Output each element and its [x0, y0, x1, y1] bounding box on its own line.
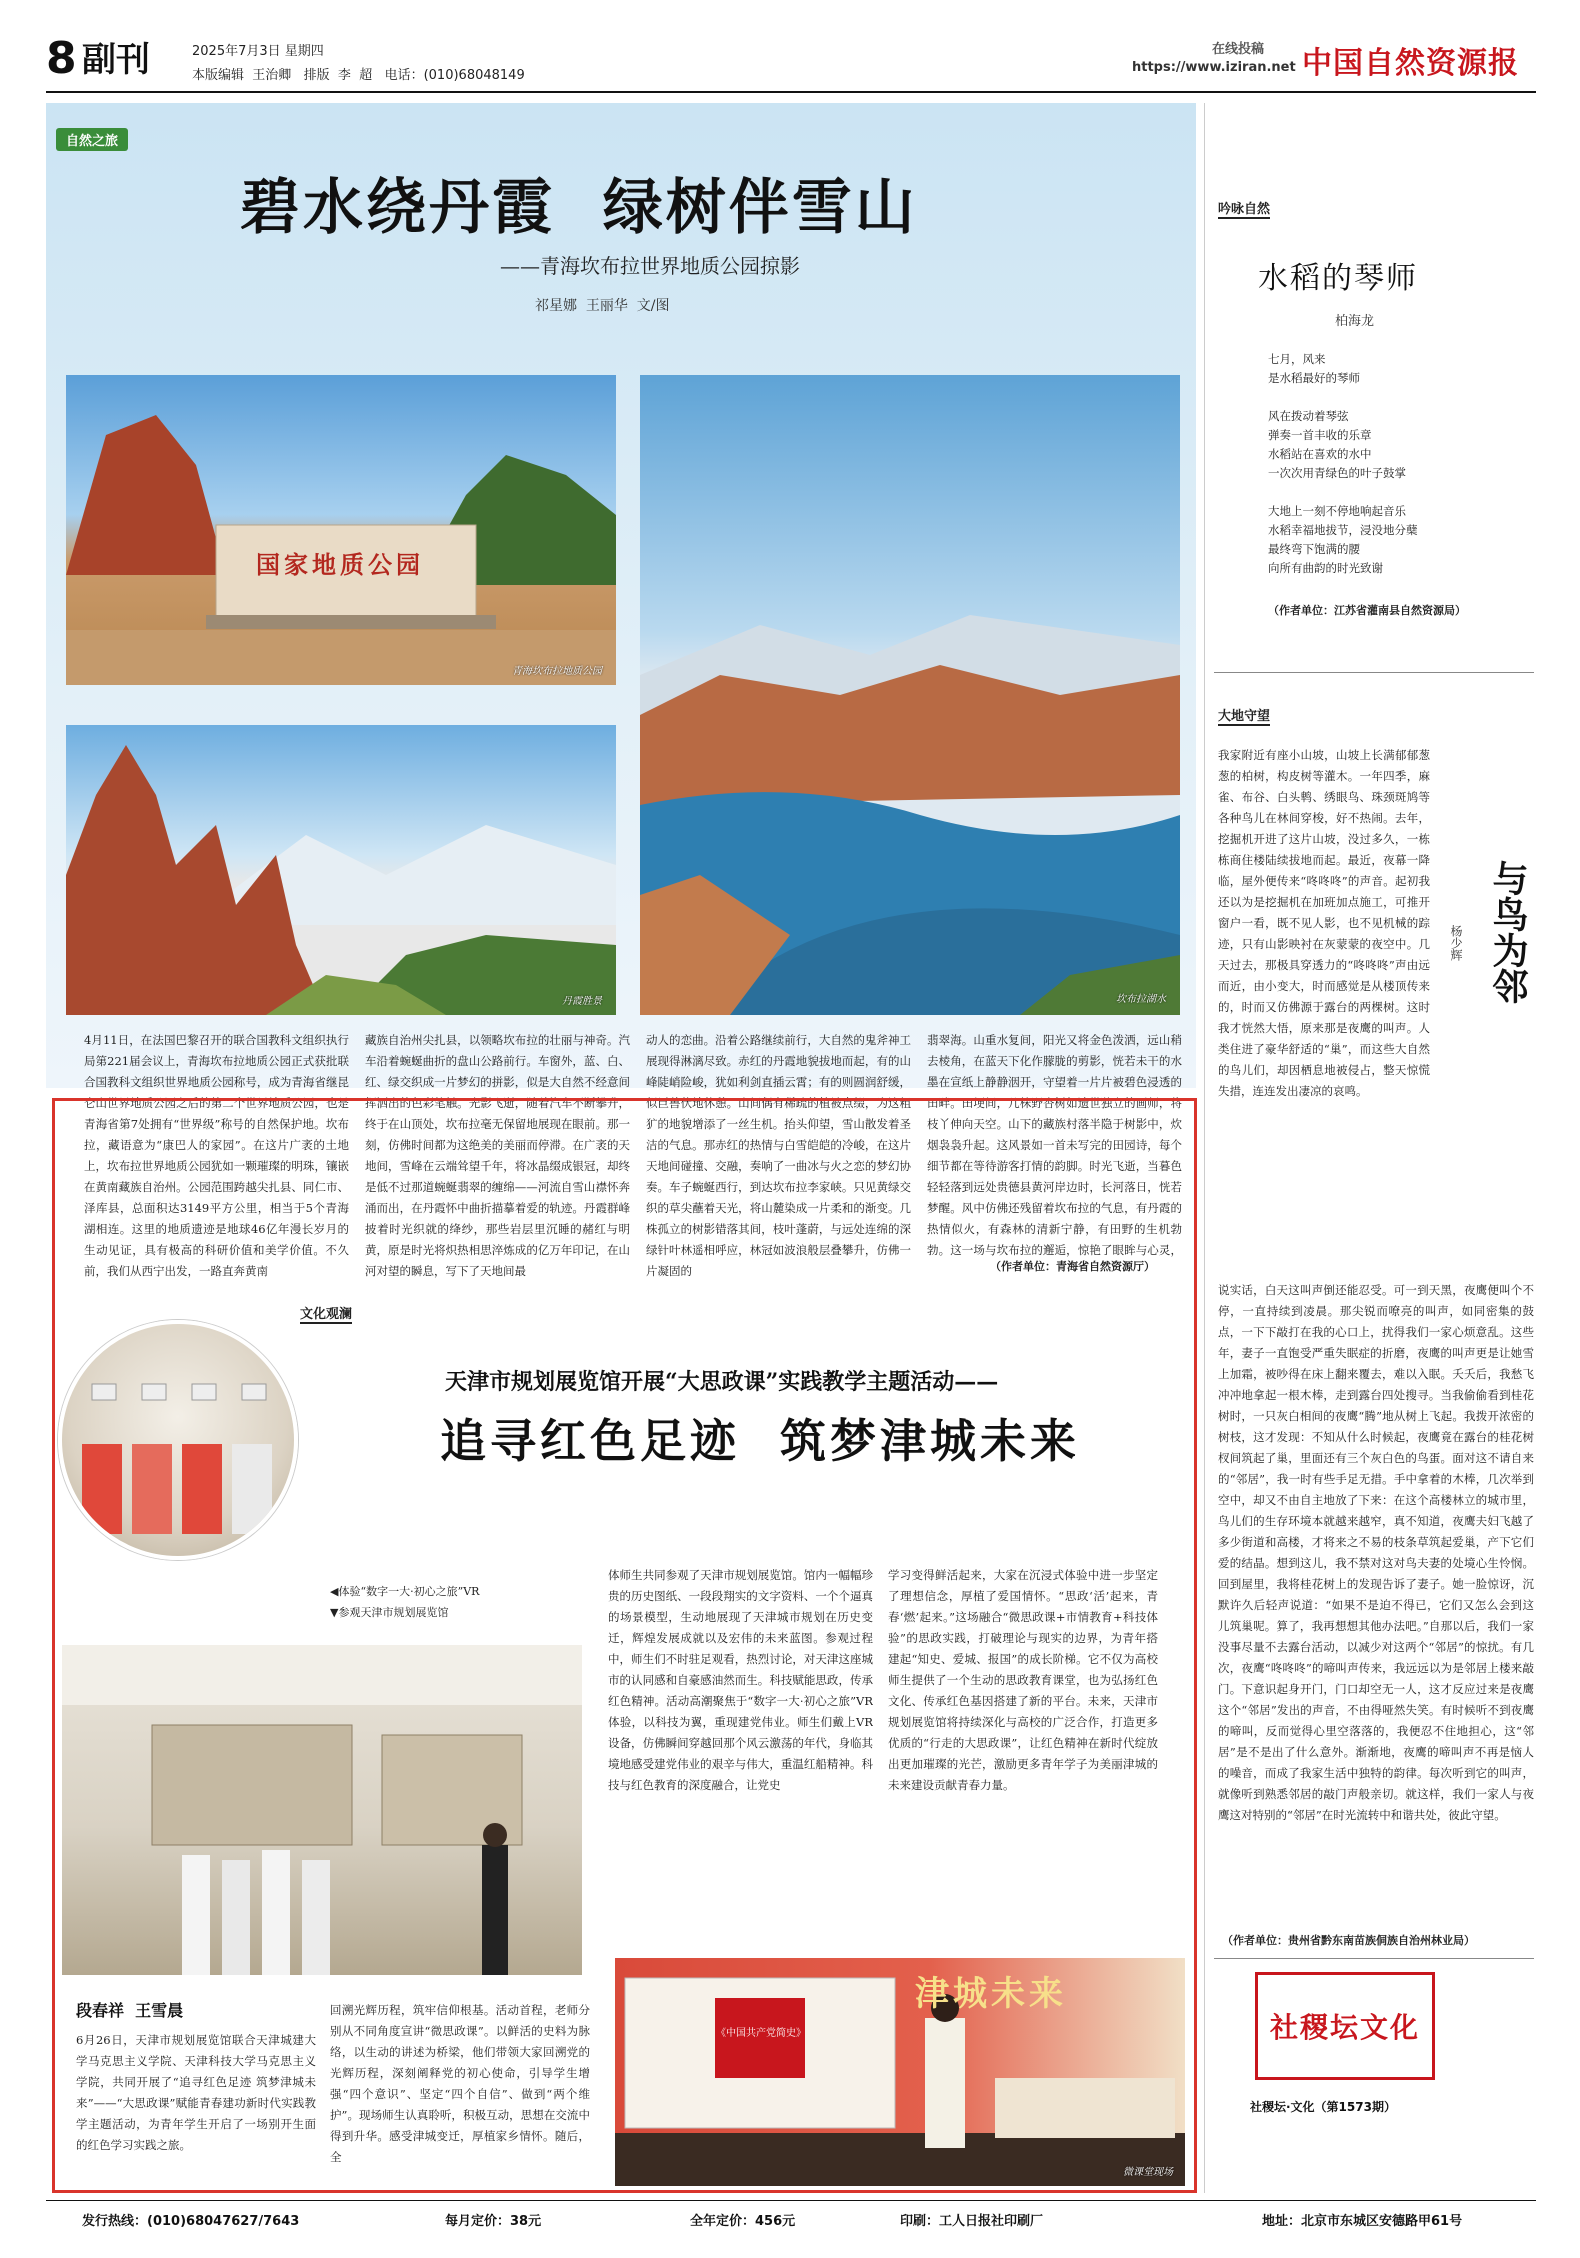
- photo-caption-1: 青海坎布拉地质公园: [512, 666, 602, 677]
- poem-line: 水稻站在喜欢的水中: [1268, 447, 1372, 461]
- photo-lake: [640, 375, 1180, 1015]
- poem-line: 大地上一刻不停地响起音乐: [1268, 504, 1406, 518]
- page-header: [46, 34, 1536, 90]
- poem-spacer: [1268, 388, 1518, 407]
- page-number: 8: [46, 33, 77, 84]
- editor-info: 本版编辑 王治卿 排版 李 超 电话：(010)68048149: [192, 68, 525, 83]
- exhibition-scene-svg: [62, 1645, 582, 1975]
- poem-line: 七月，风来: [1268, 352, 1326, 366]
- footer-printer: 印刷：工人日报社印刷厂: [900, 2214, 1044, 2229]
- culture-title: 追寻红色足迹 筑梦津城未来: [440, 1414, 1081, 1468]
- culture-kicker: 天津市规划展览馆开展“大思政课”实践教学主题活动——: [445, 1369, 999, 1395]
- culture-col-2b: 回溯光辉历程，筑牢信仰根基。活动首程，老师分别从不同角度宣讲“微思政课”。以鲜活的史料为脉络，以生动的讲述为桥梁，他们带领大家回溯党的光辉历程，深刻阐释党的初心使命，引导学生增强“四个意识”、坚定“四个自信”、做到“两个维护”。现场师生认真聆听，积极互动，思想在交流中得到升华。感受津城变迁，厚植家乡情怀。随后，全: [330, 2003, 590, 2164]
- photo-lecture: [615, 1958, 1185, 2186]
- culture-col-3: 学习变得鲜活起来，大家在沉浸式体验中进一步坚定了理想信念，厚植了爱国情怀。“思政‘活’起来，青春‘燃’起来。”这场融合“微思政课+市情教育+科技体验”的思政实践，打破理论与现实的边界，为青年搭建起“知史、爱城、报国”的成长阶梯。它不仅为高校师生提供了一个生动的思政教育课堂，也为弘扬红色文化、传承红色基因搭建了新的平台。未来，天津市规划展览馆将持续深化与高校的广泛合作，打造更多优质的“行走的大思政课”，让红色精神在新时代绽放出更加璀璨的光芒，激励更多青年学子为美丽津城的未来建设贡献青春力量。: [888, 1568, 1158, 1792]
- masthead: 中国自然资源报: [1302, 46, 1519, 81]
- stele-scene-svg: [66, 375, 616, 685]
- seal-caption: 社稷坛·文化（第1573期）: [1250, 2100, 1396, 2114]
- photo-caption-2: 丹霞胜景: [562, 996, 602, 1007]
- seal-chars: 社稷坛文化: [1269, 2011, 1420, 2044]
- photo-danxia: [66, 725, 616, 1015]
- lecture-screen-text: 《中国共产党简史》: [716, 2028, 806, 2039]
- culture-byline: 段春祥 王雪晨: [76, 2001, 184, 2020]
- lecture-scene-svg: [615, 1958, 1185, 2186]
- poem-divider: [1214, 672, 1534, 673]
- lecture-banner-text: 津城未来: [915, 1974, 1067, 2014]
- nature-col-1: 4月11日，在法国巴黎召开的联合国教科文组织执行局第221届会议上，青海坎布拉地质公园正式获批联合国教科文组织世界地质公园称号，成为青海省继昆仑山世界地质公园之后的第二个世界地质公园，也是青海省第7处拥有“世界级”称号的自然保护地。坎布拉，藏语意为“康巴人的家园”。在这片广袤的土地上，坎布拉世界地质公园犹如一颗璀璨的明珠，镶嵌在黄南藏族自治州。公园范围跨越尖扎县、同仁市、泽库县，总面积达3149平方公里，相当于5个青海湖相连。这里的地质遗迹是地球46亿年漫长岁月的生动见证，具有极高的科研价值和美学价值。不久前，我们从西宁出发，一路直奔黄南: [84, 1033, 349, 1278]
- essay-divider: [1214, 1958, 1534, 1959]
- poem-body: [1268, 350, 1518, 578]
- essay-text-full: 说实话，白天这叫声倒还能忍受。可一到天黑，夜鹰便叫个不停，一直持续到凌晨。那尖锐而嘹亮的叫声，如同密集的鼓点，一下下敲打在我的心口上，扰得我们一家心烦意乱。这些年，妻子一直饱受严重失眠症的折磨，夜鹰的叫声更是让她雪上加霜，被吵得在床上翻来覆去，难以入眠。夭夭后，我愁飞冲冲地拿起一根木棒，走到露台四处搜寻。当我偷偷看到桂花树时，一只灰白相间的夜鹰“腾”地从树上飞起。我拨开浓密的树枝，这才发现：不知从什么时候起，夜鹰竟在露台的桂花树杈间筑起了巢，里面还有三个灰白色的鸟蛋。面对这不请自来的“邻居”，我一时有些手足无措。手中拿着的木棒，几次举到空中，却又不由自主地放了下来：在这个高楼林立的城市里，鸟儿们的生存环境本就越来越窄，真不知道，夜鹰夫妇飞越了多少街道和高楼，才将来之不易的枝条草筑起爱巢，产下它们爱的结晶。想到这儿，我不禁对这对鸟夫妻的处境心生怜悯。回到屋里，我将桂花树上的发现告诉了妻子。她一脸惊讶，沉默许久后轻声说道：“如果不是迫不得已，它们又怎么会到这儿筑巢呢。算了，我再想想其他办法吧。”自那以后，我们一家没事尽量不去露台活动，以减少对这两个“邻居”的惊扰。有几次，夜鹰“咚咚咚”的啼叫声传来，我远远以为是邻居上楼来敲门。下意识起身开门，门口却空无一人，这才反应过来是夜鹰这个“邻居”发出的声音，不由得哑然失笑。有时候听不到夜鹰的啼叫，反而觉得心里空落落的，我便忍不住地担心，这“邻居”是不是出了什么意外。渐渐地，夜鹰的啼叫声不再是恼人的噪音，而成了我家生活中独特的韵律。每次听到它的叫声，就像听到熟悉邻居的敲门声般亲切。就这样，我们一家人与夜鹰这对特别的“邻居”在时光流转中和谐共处，彼此守望。: [1218, 1283, 1534, 1822]
- photo-vr-circle: [58, 1320, 298, 1560]
- culture-col-1: 6月26日，天津市规划展览馆联合天津城建大学马克思主义学院、天津科技大学马克思主义学院，共同开展了“追寻红色足迹 筑梦津城未来”——“大思政课”赋能青春建功新时代实践教学主题活动，为青年学生开启了一场别开生面的红色学习实践之旅。: [76, 2033, 316, 2152]
- lake-scene-svg: [640, 375, 1180, 1015]
- footer-rule: [46, 2200, 1536, 2201]
- footer-monthly-price: 每月定价：38元: [445, 2214, 542, 2229]
- nature-col-2: 藏族自治州尖扎县，以领略坎布拉的壮丽与神奇。汽车沿着蜿蜒曲折的盘山公路前行。车窗外，蓝、白、红、绿交织成一片梦幻的拼影，似是大自然不经意间挥洒出的色彩笔触。光影飞逝，随着汽车不断攀升，终于在山顶处，坎布拉毫无保留地展现在眼前。那一刻，仿佛时间都为这绝美的美丽而停滞。在广袤的天地间，雪峰在云端耸望千年，将冰晶缀成银冠，却终是低不过那道蜿蜒翡翠的缠绵——河流自雪山襟怀奔涌而出，在丹霞怀中曲折描摹着爱的轨迹。丹霞群峰披着时光织就的绛纱，那些岩层里沉睡的赭红与明黄，原是时光将炽热相思淬炼成的亿万年印记，在山河对望的瞬息，写下了天地间最: [365, 1033, 630, 1278]
- footer-yearly-price: 全年定价：456元: [690, 2214, 796, 2229]
- photo-exhibition-visit: [62, 1645, 582, 1975]
- essay-text-top: 我家附近有座小山坡，山坡上长满郁郁葱葱的柏树，构皮树等灌木。一年四季，麻雀、布谷、白头鹎、绣眼鸟、珠颈斑鸠等各种鸟儿在林间穿梭，好不热闹。去年，挖掘机开进了这片山坡，没过多久，一栋栋商住楼陆续拔地而起。最近，夜幕一降临，屋外便传来“咚咚咚”的声音。起初我还以为是挖掘机在加班加点施工，可推开窗户一看，既不见人影，也不见机械的踪迹，只有山影映衬在灰蒙蒙的夜空中。几天过去，那极具穿透力的“咚咚咚”声由远而近，由小变大，时而感觉是从楼顶传来的，时而又仿佛源于露台的两棵树。这时我才恍然大悟，原来那是夜鹰的叫声。人类住进了豪华舒适的“巢”，而这些大自然的鸟儿们，却因栖息地被侵占，整天惊慌失措，连连发出凄凉的哀鸣。: [1218, 748, 1430, 1098]
- poem-line: 最终弯下饱满的腰: [1268, 542, 1360, 556]
- poem-spacer: [1268, 483, 1518, 502]
- poem-line: 水稻幸福地拔节，浸没地分蘖: [1268, 523, 1418, 537]
- stele-text: 国家地质公园: [256, 550, 424, 579]
- header-rule: [46, 91, 1536, 93]
- poem-author: 柏海龙: [1335, 314, 1375, 329]
- photo-caption-3: 坎布拉湖水: [1116, 994, 1166, 1005]
- vr-scene-svg: [62, 1324, 298, 1560]
- poem-line: 一次次用青绿色的叶子鼓掌: [1268, 466, 1406, 480]
- nature-col-3: 动人的恋曲。沿着公路继续前行，大自然的鬼斧神工展现得淋漓尽致。赤红的丹霞地貌拔地而起，有的山峰陡峭险峻，犹如利剑直插云霄；有的则圆润舒缓，似巨兽伏地休憩。山间偶有稀疏的植被点缀，为这粗犷的地貌增添了一丝生机。抬头仰望，雪山散发着圣洁的气息。那赤红的热情与白雪皑皑的冷峻，在这片天地间碰撞、交融，奏响了一曲冰与火之恋的梦幻协奏。车子蜿蜒西行，到达坎布拉李家峡。只见黄绿交织的草尖蘸着天光，将山麓染成一片柔和的渐变。几株孤立的树影错落其间，枝叶蓬蔚，与远处连绵的深绿针叶林遥相呼应，林冠如波浪般层叠攀升，仿佛一片凝固的: [646, 1033, 911, 1278]
- culture-col-2a: 体师生共同参观了天津市规划展览馆。馆内一幅幅珍贵的历史图纸、一段段翔实的文字资料、一个个逼真的场景模型，生动地展现了天津城市规划在历史变迁，辉煌发展成就以及宏伟的未来蓝图。参观过程中，师生们不时驻足观看，热烈讨论，对天津这座城市的认同感和自豪感油然而生。科技赋能思政，传承红色精神。活动高潮聚焦于“数字一大·初心之旅”VR体验，以科技为翼，重现建党伟业。师生们戴上VR设备，仿佛瞬间穿越回那个风云激荡的年代，身临其境地感受建党伟业的艰辛与伟大，重温红船精神。科技与红色教育的深度融合，让党史: [608, 1568, 873, 1792]
- nature-subtitle: ——青海坎布拉世界地质公园掠影: [500, 254, 800, 278]
- footer-hotline: 发行热线：(010)68047627/7643: [82, 2214, 300, 2229]
- poem-line: 是水稻最好的琴师: [1268, 371, 1360, 385]
- essay-title: 与鸟为邻: [1487, 860, 1529, 1004]
- section-tag-culture: 文化观澜: [300, 1303, 352, 1324]
- culture-photo-caption-1: ◀体验“数字一大·初心之旅”VR: [330, 1585, 480, 1598]
- poem-title: 水稻的琴师: [1258, 261, 1418, 296]
- poem-line: 风在拨动着琴弦: [1268, 409, 1349, 423]
- poem-credit: （作者单位：江苏省灌南县自然资源局）: [1268, 604, 1466, 617]
- nature-col-4: 翡翠海。山重水复间，阳光又将金色泼洒，远山稍去棱角，在蓝天下化作朦胧的剪影，恍若未干的水墨在宣纸上静静洇开，守望着一片片被碧色浸透的田畔。田埂间，几株野杏树如遗世独立的画师，将枝丫伸向天空。山下的藏族村落半隐于树影中，炊烟袅袅升起。这风景如一首未写完的田园诗，每个细节都在等待游客打情的韵脚。时光飞逝，当暮色轻轻落到远处贵德县黄河岸边时，长河落日，恍若梦醒。风中仿佛还残留着坎布拉的气息，有丹霞的热情似火，有森林的清新宁静，有田野的生机勃勃。这一场与坎布拉的邂逅，惊艳了眼眸与心灵，: [927, 1033, 1182, 1257]
- photo-geopark-stele: [66, 375, 616, 685]
- section-tag-poem: 吟咏自然: [1218, 198, 1270, 219]
- submit-label: 在线投稿: [1212, 42, 1265, 57]
- danxia-scene-svg: [66, 725, 616, 1015]
- submit-url[interactable]: https://www.iziran.net: [1132, 60, 1296, 75]
- section-tag-nature: 自然之旅: [56, 128, 128, 151]
- poem-line: 向所有曲韵的时光致谢: [1268, 561, 1383, 575]
- nature-title: 碧水绕丹霞 绿树伴雪山: [240, 173, 918, 243]
- essay-credit: （作者单位：贵州省黔东南苗族侗族自治州林业局）: [1222, 1934, 1475, 1947]
- poem-line: 弹奏一首丰收的乐章: [1268, 428, 1372, 442]
- page-name: 副刊: [82, 40, 150, 80]
- issue-date: 2025年7月3日 星期四: [192, 44, 324, 59]
- nature-credit: （作者单位：青海省自然资源厅）: [990, 1260, 1155, 1273]
- essay-author: 杨少辉: [1449, 925, 1463, 961]
- section-tag-essay: 大地守望: [1218, 705, 1270, 726]
- photo-caption-lecture: 微课堂现场: [1123, 2167, 1173, 2178]
- column-seal: [1255, 1972, 1435, 2080]
- right-column-rule: [1204, 103, 1205, 2193]
- footer-address: 地址：北京市东城区安德路甲61号: [1262, 2214, 1463, 2229]
- nature-byline: 祁星娜 王丽华 文/图: [535, 298, 670, 314]
- culture-photo-caption-2: ▼参观天津市规划展览馆: [330, 1606, 449, 1619]
